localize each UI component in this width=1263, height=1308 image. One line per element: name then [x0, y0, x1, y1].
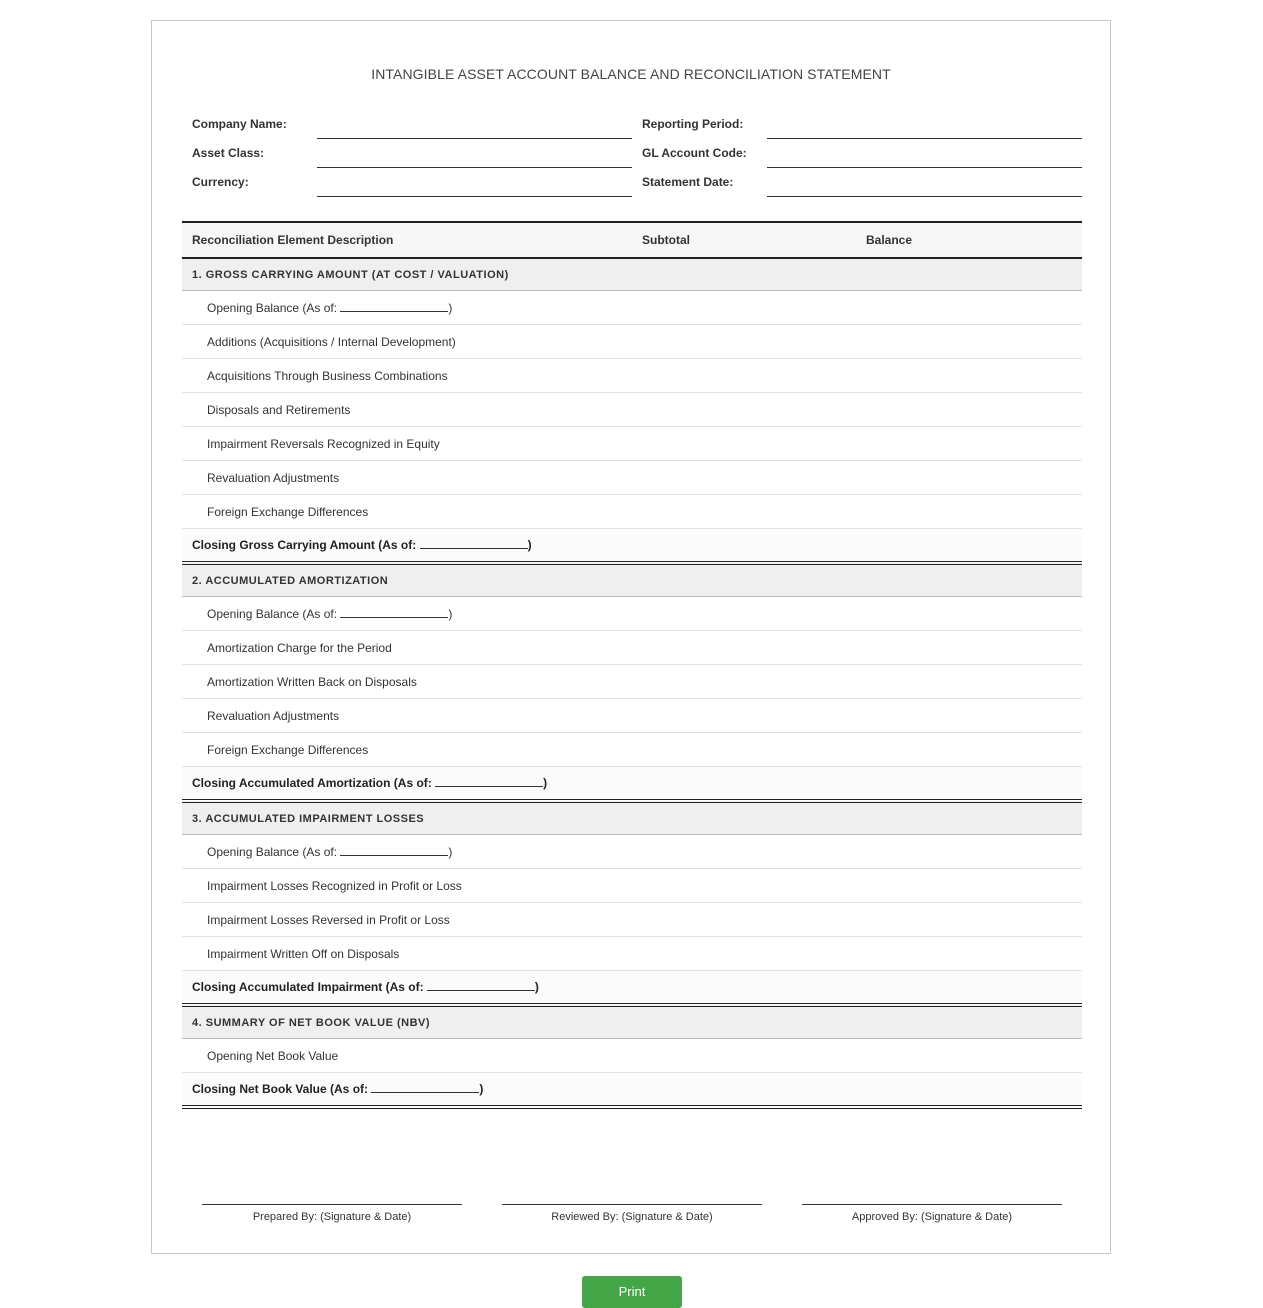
balance-cell[interactable]	[856, 325, 1082, 359]
row-description	[182, 733, 632, 767]
row-description	[182, 291, 632, 325]
subtotal-cell[interactable]	[632, 665, 856, 699]
closing-paren: )	[448, 300, 453, 315]
closing-label: Closing Net Book Value (As of:	[192, 1082, 372, 1096]
row-description	[182, 699, 632, 733]
section-heading: 1. GROSS CARRYING AMOUNT (AT COST / VALUATION)	[182, 258, 1082, 291]
closing-paren: )	[479, 1082, 484, 1096]
table-row	[182, 903, 1082, 937]
balance-cell[interactable]	[856, 495, 1082, 529]
currency-label: Currency:	[192, 175, 249, 189]
reconciliation-table	[182, 221, 1082, 1109]
signature-line	[802, 1204, 1062, 1205]
row-description	[182, 461, 632, 495]
company-name-label: Company Name:	[192, 117, 287, 131]
table-row	[182, 835, 1082, 869]
row-label: Impairment Written Off on Disposals	[207, 946, 400, 961]
row-description	[182, 597, 632, 631]
row-description	[182, 835, 632, 869]
header-row	[182, 107, 1082, 136]
row-label: Revaluation Adjustments	[207, 470, 340, 485]
section-heading-row	[182, 563, 1082, 597]
as-of-date-blank[interactable]	[371, 1082, 479, 1093]
row-description	[182, 869, 632, 903]
signature-line	[202, 1204, 462, 1205]
table-row	[182, 869, 1082, 903]
table-row	[182, 631, 1082, 665]
row-label: Impairment Losses Reversed in Profit or Loss	[207, 912, 450, 927]
signature-line	[502, 1204, 762, 1205]
closing-description	[182, 767, 632, 802]
row-label: Impairment Reversals Recognized in Equity	[207, 436, 440, 451]
balance-cell[interactable]	[856, 937, 1082, 971]
row-description	[182, 325, 632, 359]
header-row	[182, 136, 1082, 165]
as-of-date-blank[interactable]	[340, 301, 448, 312]
table-row	[182, 495, 1082, 529]
as-of-date-blank[interactable]	[340, 607, 448, 618]
reviewed-by-label: Reviewed By: (Signature & Date)	[551, 1211, 713, 1223]
reconciliation-body	[182, 258, 1082, 1107]
header-row	[182, 165, 1082, 194]
section-heading-row	[182, 1005, 1082, 1039]
subtotal-cell[interactable]	[632, 1039, 856, 1073]
print-button[interactable]: Print	[582, 1276, 682, 1308]
table-row	[182, 325, 1082, 359]
balance-cell[interactable]	[856, 869, 1082, 903]
section-heading: 3. ACCUMULATED IMPAIRMENT LOSSES	[182, 801, 1082, 835]
row-label: Acquisitions Through Business Combinations	[207, 368, 448, 383]
statement-date-field[interactable]	[767, 196, 1082, 197]
balance-cell[interactable]	[856, 835, 1082, 869]
table-row	[182, 393, 1082, 427]
closing-description	[182, 529, 632, 564]
section-heading: 2. ACCUMULATED AMORTIZATION	[182, 563, 1082, 597]
row-label: Impairment Losses Recognized in Profit or Loss	[207, 878, 462, 893]
balance-cell[interactable]	[856, 699, 1082, 733]
table-row	[182, 937, 1082, 971]
table-header-row	[182, 222, 1082, 258]
subtotal-cell[interactable]	[632, 427, 856, 461]
column-header-subtotal: Subtotal	[632, 222, 856, 258]
document-title: INTANGIBLE ASSET ACCOUNT BALANCE AND RECONCILIATION STATEMENT	[371, 66, 891, 82]
subtotal-cell[interactable]	[632, 291, 856, 325]
closing-description	[182, 1073, 632, 1108]
currency-field[interactable]	[317, 196, 632, 197]
table-row	[182, 427, 1082, 461]
table-row	[182, 291, 1082, 325]
as-of-date-blank[interactable]	[435, 776, 543, 787]
subtotal-cell[interactable]	[632, 903, 856, 937]
closing-label: Closing Accumulated Impairment (As of:	[192, 980, 427, 994]
balance-cell[interactable]	[856, 291, 1082, 325]
balance-cell[interactable]	[856, 767, 1082, 802]
balance-cell[interactable]	[856, 971, 1082, 1006]
subtotal-cell[interactable]	[632, 1073, 856, 1108]
subtotal-cell[interactable]	[632, 461, 856, 495]
approved-by-signature	[802, 1204, 1062, 1223]
row-label: Foreign Exchange Differences	[207, 504, 369, 519]
closing-paren: )	[543, 776, 548, 790]
statement-page	[151, 20, 1111, 1254]
closing-row	[182, 971, 1082, 1006]
row-label: Disposals and Retirements	[207, 402, 351, 417]
row-description	[182, 937, 632, 971]
subtotal-cell[interactable]	[632, 393, 856, 427]
closing-description	[182, 971, 632, 1006]
subtotal-cell[interactable]	[632, 733, 856, 767]
section-heading-row	[182, 801, 1082, 835]
table-row	[182, 461, 1082, 495]
section-heading-row	[182, 258, 1082, 291]
row-label: Amortization Written Back on Disposals	[207, 674, 417, 689]
row-description	[182, 495, 632, 529]
section-heading: 4. SUMMARY OF NET BOOK VALUE (NBV)	[182, 1005, 1082, 1039]
table-row	[182, 733, 1082, 767]
as-of-date-blank[interactable]	[427, 980, 535, 991]
row-description	[182, 1039, 632, 1073]
approved-by-label: Approved By: (Signature & Date)	[851, 1211, 1013, 1223]
row-label: Opening Balance (As of:	[207, 300, 341, 315]
prepared-by-label: Prepared By: (Signature & Date)	[252, 1211, 412, 1223]
row-label: Revaluation Adjustments	[207, 708, 340, 723]
subtotal-cell[interactable]	[632, 495, 856, 529]
row-label: Opening Balance (As of:	[207, 844, 341, 859]
closing-paren: )	[448, 844, 453, 859]
row-label: Opening Net Book Value	[207, 1048, 339, 1063]
gl-account-code-label: GL Account Code:	[642, 146, 747, 160]
closing-row	[182, 529, 1082, 564]
column-header-description: Reconciliation Element Description	[182, 222, 632, 258]
balance-cell[interactable]	[856, 529, 1082, 564]
column-header-balance: Balance	[856, 222, 1082, 258]
table-row	[182, 665, 1082, 699]
row-description	[182, 665, 632, 699]
header-fields	[182, 107, 1082, 194]
asset-class-label: Asset Class:	[192, 146, 265, 160]
row-description	[182, 631, 632, 665]
subtotal-cell[interactable]	[632, 835, 856, 869]
closing-paren: )	[534, 980, 539, 994]
row-description	[182, 393, 632, 427]
subtotal-cell[interactable]	[632, 631, 856, 665]
subtotal-cell[interactable]	[632, 869, 856, 903]
closing-label: Closing Gross Carrying Amount (As of:	[192, 538, 420, 552]
row-description	[182, 903, 632, 937]
table-row	[182, 699, 1082, 733]
reporting-period-label: Reporting Period:	[642, 117, 744, 131]
subtotal-cell[interactable]	[632, 937, 856, 971]
balance-cell[interactable]	[856, 393, 1082, 427]
subtotal-cell[interactable]	[632, 767, 856, 802]
row-label: Opening Balance (As of:	[207, 606, 341, 621]
subtotal-cell[interactable]	[632, 529, 856, 564]
row-label: Amortization Charge for the Period	[207, 640, 392, 655]
table-row	[182, 597, 1082, 631]
subtotal-cell[interactable]	[632, 359, 856, 393]
subtotal-cell[interactable]	[632, 597, 856, 631]
table-row	[182, 359, 1082, 393]
closing-row	[182, 767, 1082, 802]
balance-cell[interactable]	[856, 597, 1082, 631]
balance-cell[interactable]	[856, 427, 1082, 461]
subtotal-cell[interactable]	[632, 699, 856, 733]
statement-date-label: Statement Date:	[642, 175, 734, 189]
closing-paren: )	[527, 538, 532, 552]
closing-row	[182, 1073, 1082, 1108]
row-label: Additions (Acquisitions / Internal Development)	[207, 334, 456, 349]
closing-label: Closing Accumulated Amortization (As of:	[192, 776, 436, 790]
subtotal-cell[interactable]	[632, 325, 856, 359]
balance-cell[interactable]	[856, 1073, 1082, 1108]
balance-cell[interactable]	[856, 665, 1082, 699]
reviewed-by-signature	[502, 1204, 762, 1223]
as-of-date-blank[interactable]	[340, 845, 448, 856]
row-label: Foreign Exchange Differences	[207, 742, 369, 757]
balance-cell[interactable]	[856, 631, 1082, 665]
balance-cell[interactable]	[856, 461, 1082, 495]
balance-cell[interactable]	[856, 733, 1082, 767]
balance-cell[interactable]	[856, 359, 1082, 393]
balance-cell[interactable]	[856, 1039, 1082, 1073]
subtotal-cell[interactable]	[632, 971, 856, 1006]
closing-paren: )	[448, 606, 453, 621]
balance-cell[interactable]	[856, 903, 1082, 937]
as-of-date-blank[interactable]	[420, 538, 528, 549]
prepared-by-signature	[202, 1204, 462, 1223]
table-row	[182, 1039, 1082, 1073]
row-description	[182, 427, 632, 461]
row-description	[182, 359, 632, 393]
